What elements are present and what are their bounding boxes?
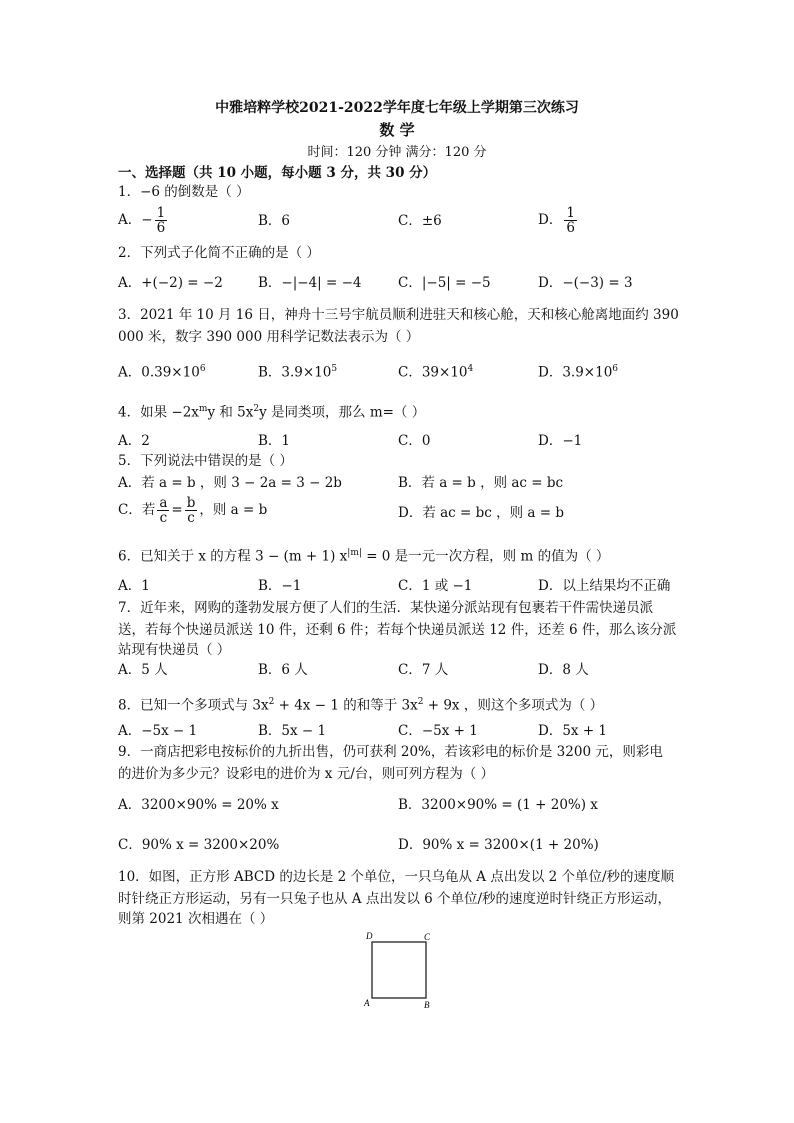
q9-option-a: A．3200×90% = 20% x [118,797,279,813]
q9-option-b: B．3200×90% = (1 + 20%) x [398,797,598,813]
q4-option-d: D．−1 [538,433,583,449]
q2-stem: 2．下列式子化简不正确的是（ ） [118,245,320,261]
q5-c-num2: b [186,495,196,511]
subject-title: 数 学 [379,121,415,139]
q5-c-frac2 [185,496,198,525]
q6-stem [118,542,684,568]
q3-stem-line2: 000 米，数字 390 000 用科学记数法表示为（ ） [118,329,420,345]
label-a: A [364,998,370,1008]
q8-stem-a: 8．已知一个多项式与 3x [118,697,269,714]
q1-option-c: C．±6 [398,213,442,229]
q3-a-exp: 6 [199,364,206,374]
q1-option-d [538,206,579,235]
q4-option-b: B．1 [258,433,291,449]
q2-option-d: D．−(−3) = 3 [538,275,633,291]
q4-stem-exp-2: 2 [253,404,260,414]
label-d: D [366,931,373,941]
q6-option-c: C．1 或 −1 [398,578,473,594]
q8-stem [118,691,684,717]
q5-c-den2: c [187,510,195,526]
q10-stem-line1: 10．如图，正方形 ABCD 的边长是 2 个单位，一只乌龟从 A 点出发以 2 个单位/秒的速度顺 [118,869,675,885]
q8-stem-exp2: 2 [417,697,424,707]
q8-option-b: B．5x − 1 [258,723,327,739]
q4-option-a: A．2 [118,433,150,449]
q5-option-d: D．若 ac = bc ，则 a = b [398,505,564,521]
q2-option-c: C．|−5| = −5 [398,275,491,291]
q3-c-exp: 4 [467,364,474,374]
q6-option-d: D．以上结果均不正确 [538,578,671,594]
q5-c-num1: a [159,495,168,511]
q3-option-d [538,358,618,384]
q8-option-c: C．−5x + 1 [398,723,478,739]
q4-stem-c: y 是同类项，那么 m=（ ） [259,404,426,421]
q6-stem-exp: |m| [347,548,362,558]
q2-option-a: A．+(−2) = −2 [118,275,223,291]
q4-stem-a: 4．如果 −2x [118,404,199,421]
q3-d-exp: 6 [612,364,619,374]
q5-c-frac1 [157,496,169,525]
q4-option-c: C．0 [398,433,431,449]
q9-option-c: C．90% x = 3200×20% [118,837,280,853]
q7-stem-line1: 7．近年来，网购的蓬勃发展方便了人们的生活．某快递分派站现有包裹若干件需快递员派 [118,600,654,616]
q3-a-base: A．0.39×10 [118,364,200,381]
q1-d-fraction [564,206,577,235]
q6-stem-b: = 0 是一元一次方程，则 m 的值为（ ） [361,548,610,565]
q7-option-c: C．7 人 [398,662,449,678]
q3-stem-line1: 3．2021 年 10 月 16 日，神舟十三号宇航员顺利进驻天和核心舱，天和核心舱离地面约 390 [118,307,679,323]
q8-option-a: A．−5x − 1 [118,723,198,739]
q7-stem-line3: 站现有快递员（ ） [118,642,231,658]
label-b: B [424,1000,430,1010]
q9-stem-line2: 的进价为多少元？设彩电的进价为 x 元/台，则可列方程为（ ） [118,766,495,782]
q8-option-d: D．5x + 1 [538,723,608,739]
q4-stem [118,398,684,424]
q1-stem: 1．−6 的倒数是（ ） [118,184,250,200]
q3-option-b [258,358,337,384]
square-outline [372,942,426,998]
q4-stem-b: y 和 5x [207,404,254,421]
q6-option-a: A．1 [118,578,150,594]
q9-option-d: D．90% x = 3200×(1 + 20%) [398,837,599,853]
q5-option-b: B．若 a = b ，则 ac = bc [398,475,564,491]
q1-option-b: B．6 [258,213,291,229]
q1-a-fraction [155,206,168,235]
q6-option-b: B．−1 [258,578,302,594]
q3-c-base: C．39×10 [398,364,468,381]
label-c: C [424,932,431,942]
q5-stem: 5．下列说法中错误的是（ ） [118,453,293,469]
time-info: 时间：120 分钟 满分：120 分 [307,145,487,160]
exam-title: 中雅培粹学校2021-2022学年度七年级上学期第三次练习 [215,100,579,116]
q7-stem-line2: 送，若每个快递员派送 10 件，还剩 6 件；若每个快递员派送 12 件，还差 6 件，那么该分派 [118,622,677,638]
q8-stem-b: + 4x − 1 的和等于 3x [274,697,418,714]
section-heading: 一、选择题（共 10 小题，每小题 3 分，共 30 分） [118,165,437,181]
q8-stem-exp1: 2 [268,697,275,707]
q6-stem-a: 6．已知关于 x 的方程 3 − (m + 1) x [118,548,348,565]
q7-option-b: B．6 人 [258,662,308,678]
q1-option-a [118,206,169,235]
square-abcd-figure [358,928,438,1014]
q2-option-b: B．−|−4| = −4 [258,275,362,291]
q4-stem-exp-m: m [198,404,208,414]
q10-stem-line3: 则第 2021 次相遇在（ ） [118,911,274,927]
q3-d-base: D．3.9×10 [538,364,613,381]
q7-option-d: D．8 人 [538,662,589,678]
q10-stem-line2: 时针绕正方形运动，另有一只兔子也从 A 点出发以 6 个单位/秒的速度逆时针绕正方形运动， [118,891,672,907]
q1-d-num: 1 [566,205,575,221]
q9-stem-line1: 9．一商店把彩电按标价的九折出售，仍可获利 20%，若该彩电的标价是 3200 元，则彩电 [118,744,663,760]
q1-d-den: 6 [566,220,575,236]
q1-a-den: 6 [156,220,166,236]
q3-b-base: B．3.9×10 [258,364,332,381]
q5-option-c: C．若 $\frac{a}{c}$ = $\frac{b}{c}$ ，则 a = b [118,495,268,526]
q3-option-c [398,358,473,384]
q1-a-label: A．− [118,212,153,228]
q5-option-a: A．若 a = b ，则 3 − 2a = 3 − 2b [118,475,342,491]
q8-stem-c: + 9x ，则这个多项式为（ ） [423,697,604,714]
q3-option-a [118,358,206,384]
q7-option-a: A．5 人 [118,662,168,678]
q1-d-label: D． [538,212,563,228]
q5-c-post: ，则 a = b [199,502,268,518]
q1-a-num: 1 [156,205,166,221]
q5-c-den1: c [159,510,168,526]
q5-c-pre: C．若 [118,502,156,518]
q3-b-exp: 5 [331,364,338,374]
